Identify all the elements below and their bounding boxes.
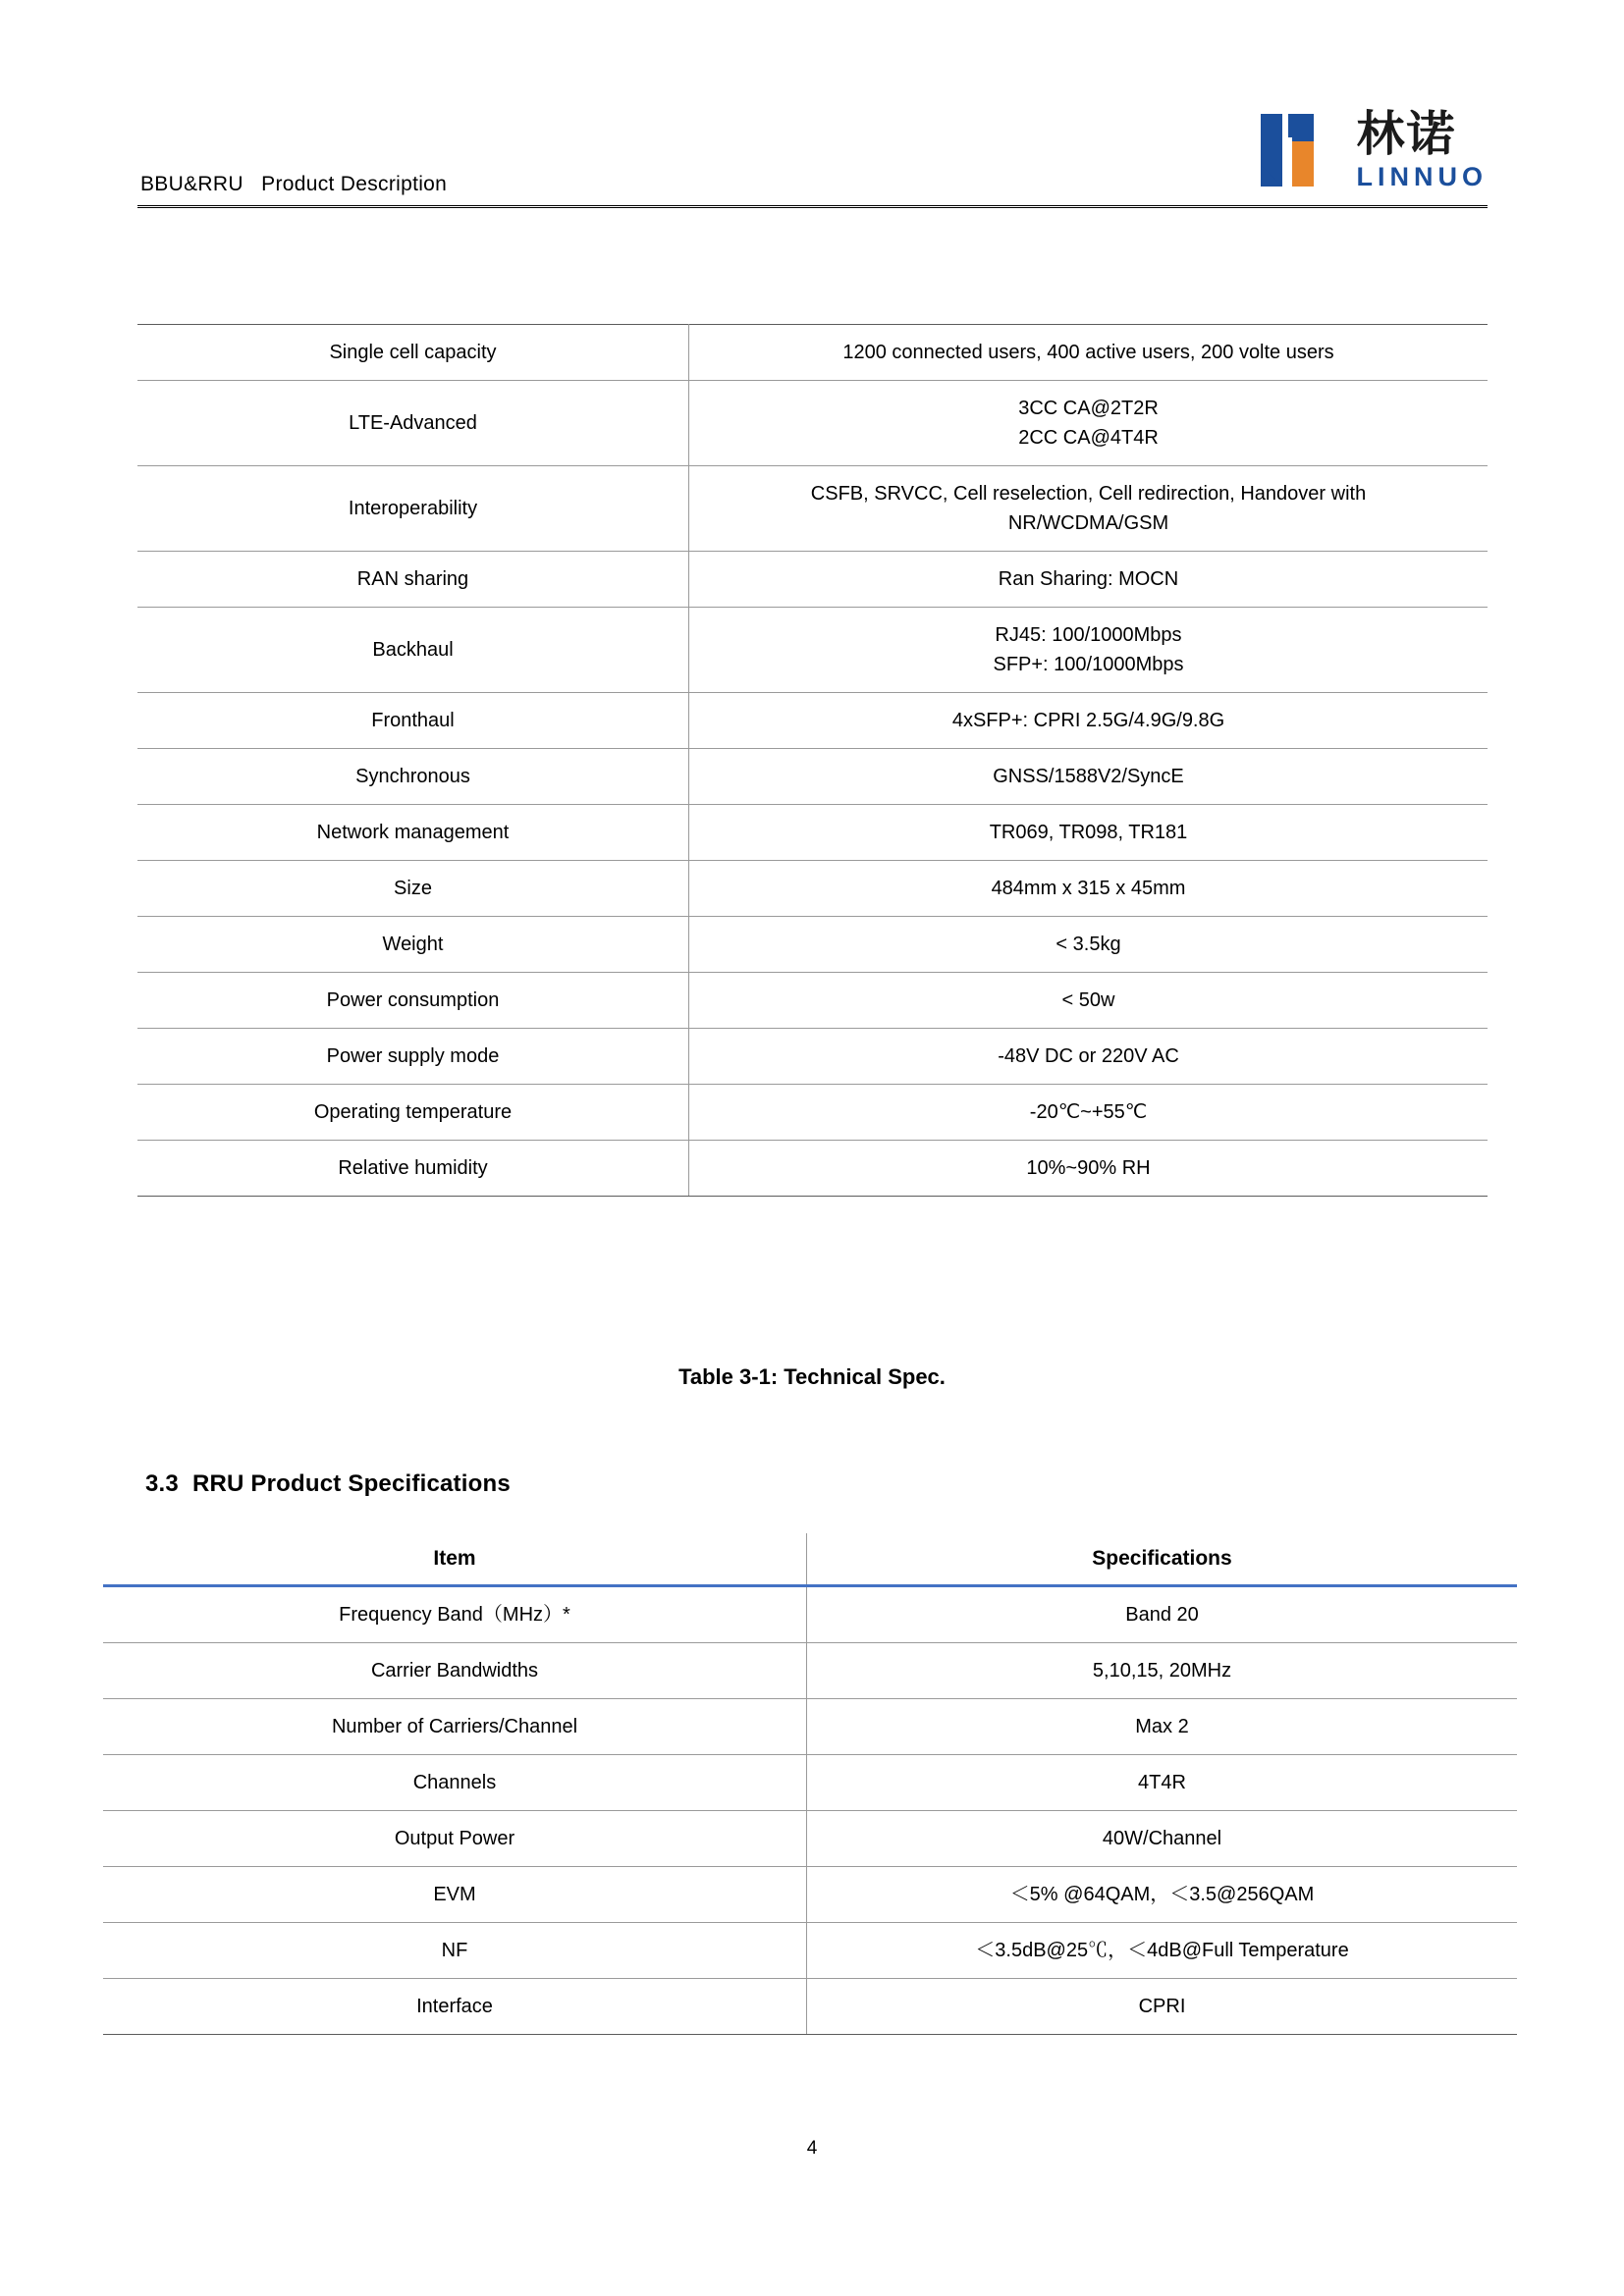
rru-item-cell: Output Power bbox=[103, 1811, 807, 1867]
spec-value-cell: 3CC CA@2T2R 2CC CA@4T4R bbox=[689, 381, 1489, 466]
rru-spec-cell: 5,10,15, 20MHz bbox=[807, 1643, 1518, 1699]
rru-item-cell: Interface bbox=[103, 1979, 807, 2035]
spec-label-cell: Interoperability bbox=[137, 466, 689, 552]
spec-value-cell: -48V DC or 220V AC bbox=[689, 1029, 1489, 1085]
spec-label-cell: Power supply mode bbox=[137, 1029, 689, 1085]
rru-item-cell: Carrier Bandwidths bbox=[103, 1643, 807, 1699]
rru-item-cell: Number of Carriers/Channel bbox=[103, 1699, 807, 1755]
table-row bbox=[103, 1643, 1517, 1699]
spec-value-cell: < 50w bbox=[689, 973, 1489, 1029]
spec-label-cell: Synchronous bbox=[137, 749, 689, 805]
spec-label-cell: Fronthaul bbox=[137, 693, 689, 749]
spec-label-cell: Single cell capacity bbox=[137, 325, 689, 381]
rru-header-item: Item bbox=[103, 1533, 807, 1586]
rru-spec-cell: ＜3.5dB@25℃，＜4dB@Full Temperature bbox=[807, 1923, 1518, 1979]
spec-value-cell: CSFB, SRVCC, Cell reselection, Cell redirection, Handover with NR/WCDMA/GSM bbox=[689, 466, 1489, 552]
rru-spec-cell: ＜5% @64QAM，＜3.5@256QAM bbox=[807, 1867, 1518, 1923]
table-row bbox=[137, 805, 1488, 861]
logo-english-name: LINNUO bbox=[1356, 162, 1488, 191]
table-row bbox=[137, 552, 1488, 608]
table-row bbox=[137, 466, 1488, 552]
spec-value-cell: Ran Sharing: MOCN bbox=[689, 552, 1489, 608]
rru-item-cell: NF bbox=[103, 1923, 807, 1979]
spec-value-cell: 4xSFP+: CPRI 2.5G/4.9G/9.8G bbox=[689, 693, 1489, 749]
spec-label-cell: LTE-Advanced bbox=[137, 381, 689, 466]
table-row bbox=[137, 325, 1488, 381]
spec-label-cell: Operating temperature bbox=[137, 1085, 689, 1141]
linnuo-logo-icon bbox=[1259, 108, 1343, 192]
rru-spec-cell: Band 20 bbox=[807, 1586, 1518, 1643]
company-logo bbox=[1259, 108, 1489, 192]
rru-item-cell: Channels bbox=[103, 1755, 807, 1811]
table-caption: Table 3-1: Technical Spec. bbox=[678, 1364, 946, 1389]
rru-header-spec: Specifications bbox=[807, 1533, 1518, 1586]
section-heading bbox=[145, 1470, 511, 1498]
header-divider bbox=[137, 205, 1488, 208]
spec-value-cell: 1200 connected users, 400 active users, 200 volte users bbox=[689, 325, 1489, 381]
technical-spec-body bbox=[137, 325, 1488, 1197]
spec-value-cell: RJ45: 100/1000Mbps SFP+: 100/1000Mbps bbox=[689, 608, 1489, 693]
spec-label-cell: Power consumption bbox=[137, 973, 689, 1029]
spec-value-cell: -20℃~+55℃ bbox=[689, 1085, 1489, 1141]
rru-spec-body bbox=[103, 1586, 1517, 2035]
spec-value-cell: 484mm x 315 x 45mm bbox=[689, 861, 1489, 917]
rru-spec-cell: CPRI bbox=[807, 1979, 1518, 2035]
page-header bbox=[137, 106, 1488, 226]
table-row bbox=[103, 1979, 1517, 2035]
header-title: BBU&RRU Product Description bbox=[140, 173, 448, 195]
spec-label-cell: RAN sharing bbox=[137, 552, 689, 608]
table-row bbox=[137, 1085, 1488, 1141]
table-row bbox=[137, 1029, 1488, 1085]
rru-spec-cell: Max 2 bbox=[807, 1699, 1518, 1755]
table-row bbox=[137, 608, 1488, 693]
table-row bbox=[137, 749, 1488, 805]
spec-label-cell: Backhaul bbox=[137, 608, 689, 693]
table-row bbox=[137, 693, 1488, 749]
table-row bbox=[103, 1699, 1517, 1755]
table-row bbox=[137, 1141, 1488, 1197]
table-row bbox=[103, 1811, 1517, 1867]
technical-spec-table bbox=[137, 324, 1488, 1197]
spec-label-cell: Relative humidity bbox=[137, 1141, 689, 1197]
page-number: 4 bbox=[806, 2138, 818, 2159]
rru-item-cell: Frequency Band（MHz）* bbox=[103, 1586, 807, 1643]
table-row bbox=[137, 861, 1488, 917]
table-row bbox=[103, 1755, 1517, 1811]
section-title: RRU Product Specifications bbox=[191, 1470, 511, 1497]
spec-value-cell: GNSS/1588V2/SyncE bbox=[689, 749, 1489, 805]
rru-spec-head bbox=[103, 1533, 1517, 1586]
section-number: 3.3 bbox=[145, 1470, 179, 1497]
logo-chinese-name: 林诺 bbox=[1356, 106, 1457, 162]
table-row bbox=[103, 1586, 1517, 1643]
rru-spec-cell: 40W/Channel bbox=[807, 1811, 1518, 1867]
table-row bbox=[103, 1867, 1517, 1923]
table-row bbox=[137, 973, 1488, 1029]
spec-label-cell: Network management bbox=[137, 805, 689, 861]
logo-wordmark bbox=[1356, 106, 1489, 191]
spec-label-cell: Weight bbox=[137, 917, 689, 973]
rru-spec-table bbox=[103, 1533, 1517, 2035]
spec-value-cell: < 3.5kg bbox=[689, 917, 1489, 973]
table-row bbox=[137, 381, 1488, 466]
spec-label-cell: Size bbox=[137, 861, 689, 917]
table-row bbox=[137, 917, 1488, 973]
spec-value-cell: 10%~90% RH bbox=[689, 1141, 1489, 1197]
rru-item-cell: EVM bbox=[103, 1867, 807, 1923]
table-row bbox=[103, 1923, 1517, 1979]
rru-header-row bbox=[103, 1533, 1517, 1586]
rru-spec-cell: 4T4R bbox=[807, 1755, 1518, 1811]
spec-value-cell: TR069, TR098, TR181 bbox=[689, 805, 1489, 861]
